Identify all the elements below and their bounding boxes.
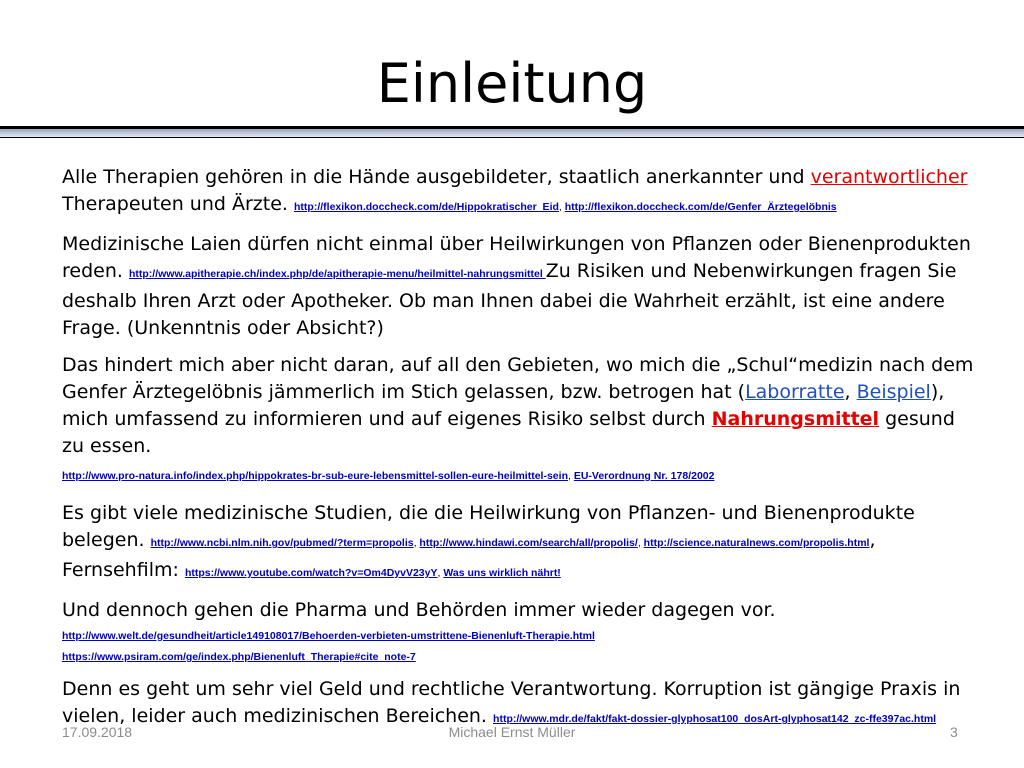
p4-sep-1: , — [413, 537, 420, 549]
p3-sep: , — [567, 470, 574, 482]
footer-date: 17.09.2018 — [62, 724, 133, 740]
link-beispiel[interactable]: Beispiel — [856, 381, 931, 403]
link-apitherapie[interactable]: http://www.apitherapie.ch/index.php/de/apitherapie-menu/heilmittel-nahrungsmittel — [128, 268, 546, 280]
p5-text-1: Und dennoch gehen die Pharma und Behörden immer wieder dagegen vor. — [62, 599, 776, 621]
link-was-uns-naehrt[interactable]: Was uns wirklich nährt! — [443, 567, 561, 579]
link-verantwortlicher[interactable]: verantwortlicher — [810, 166, 968, 188]
link-genfer-aerztegeloebnis[interactable]: http://flexikon.doccheck.com/de/Genfer_Ärztegelöbnis — [564, 201, 837, 213]
slide-content — [62, 164, 982, 743]
p4-sep-3: , — [437, 567, 444, 579]
link-hippokratischer-eid[interactable]: http://flexikon.doccheck.com/de/Hippokratischer_Eid — [294, 201, 559, 213]
p1-text-1: Alle Therapien gehören in die Hände ausgebildeter, staatlich anerkannter und — [62, 166, 811, 188]
p4-sep-2: , — [637, 537, 644, 549]
link-eu-verordnung[interactable]: EU-Verordnung Nr. 178/2002 — [573, 470, 715, 482]
paragraph-3 — [62, 352, 982, 490]
p2-text-1: Medizinische Laien dürfen nicht einmal über Heilwirkungen von Pflanzen oder Bienenprodukten reden. — [62, 233, 971, 282]
link-mdr-glyphosat[interactable]: http://www.mdr.de/fakt/fakt-dossier-glyphosat100_dosArt-glyphosat142_zc-ffe397ac.html — [493, 713, 937, 725]
p1-text-2: Therapeuten und Ärzte. — [62, 193, 294, 215]
link-hindawi[interactable]: http://www.hindawi.com/search/all/propolis/ — [419, 537, 638, 549]
link-ncbi-pubmed[interactable]: http://www.ncbi.nlm.nih.gov/pubmed/?term=propolis — [150, 537, 414, 549]
link-nahrungsmittel[interactable]: Nahrungsmittel — [711, 408, 880, 430]
slide-title: Einleitung — [376, 52, 648, 115]
paragraph-1 — [62, 164, 982, 221]
p2-text-2: Zu Risiken und Nebenwirkungen fragen Sie deshalb Ihren Arzt oder Apotheker. Ob man Ihnen dabei die Wahrheit erzählt, ist eine andere Frage. (Unkenntnis oder Absicht?) — [62, 260, 957, 339]
footer-author: Michael Ernst Müller — [448, 724, 576, 740]
link-laborratte[interactable]: Laborratte — [745, 381, 845, 403]
paragraph-4 — [62, 500, 982, 587]
link-youtube[interactable]: https://www.youtube.com/watch?v=Om4DyvV23yY — [184, 567, 438, 579]
link-pro-natura[interactable]: http://www.pro-natura.info/index.php/hippokrates-br-sub-eure-lebensmittel-sollen-eure-heilmittel-sein — [62, 470, 568, 482]
p4-text-2: , Fernsehfilm: — [62, 529, 876, 581]
p6-text-1: Denn es geht um sehr viel Geld und rechtliche Verantwortung. Korruption ist gängige Praxis in vielen, leider auch medizinischen Bereichen. — [62, 678, 961, 727]
p1-sep: , — [558, 201, 565, 213]
p4-text-1: Es gibt viele medizinische Studien, die die Heilwirkung von Pflanzen- und Bienenprodukte belegen. — [62, 502, 915, 551]
paragraph-5 — [62, 597, 982, 666]
link-psiram-bienenluft[interactable]: https://www.psiram.com/ge/index.php/Bienenluft_Therapie#cite_note-7 — [62, 651, 416, 663]
title-divider — [0, 126, 1024, 138]
link-naturalnews[interactable]: http://science.naturalnews.com/propolis.html — [643, 537, 870, 549]
p3-text-4: gesund zu essen. — [62, 408, 955, 457]
p3-text-2: , — [844, 381, 857, 403]
footer-page-number: 3 — [950, 724, 958, 740]
p3-text-1: Das hindert mich aber nicht daran, auf all den Gebieten, wo mich die „Schul“medizin nach dem Genfer Ärztegelöbnis jämmerlich im Stich gelassen, bzw. betrogen hat ( — [62, 354, 974, 403]
link-welt-bienenluft[interactable]: http://www.welt.de/gesundheit/article149108017/Behoerden-verbieten-umstrittene-Bienenluft-Therapie.html — [62, 630, 595, 642]
paragraph-2 — [62, 231, 982, 342]
p3-text-3: ), mich umfassend zu informieren und auf eigenes Risiko selbst durch — [62, 381, 945, 430]
